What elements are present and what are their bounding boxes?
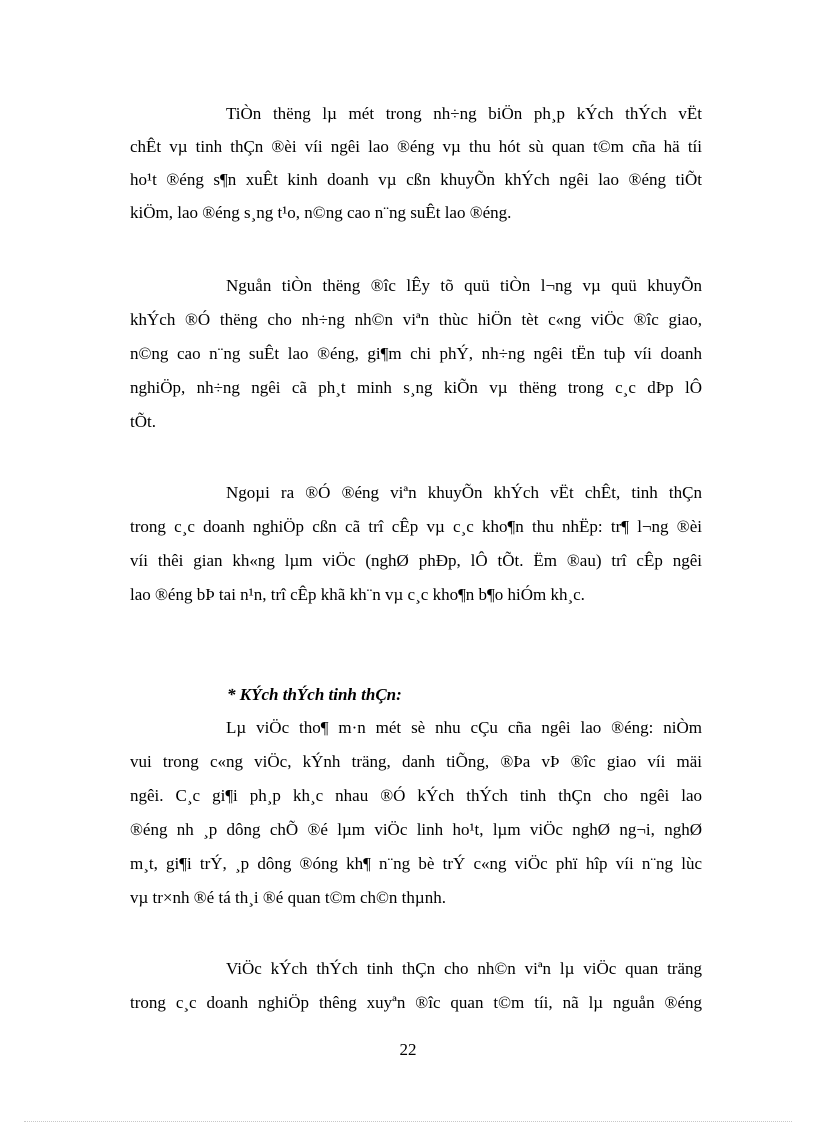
page-bottom-divider [24,1121,792,1122]
text-line: ®éng nh ¸p dông chÕ ®é lµm viÖc linh ho¹t, lµm viÖc nghØ ng¬i, nghØ [130,820,702,839]
section-heading: * KÝch thÝch tinh thÇn: [227,685,402,704]
text-line: TiÒn thëng lµ mét trong nh÷ng biÖn ph¸p kÝch thÝch vËt [226,104,702,123]
text-line: víi thêi gian kh«ng lµm viÖc (nghØ phÐp, lÔ tÕt. Ëm ®au) trî cÊp ngêi [130,551,702,570]
text-line: vµ tr×nh ®é tá th¸i ®é quan t©m ch©n thµnh. [130,888,446,907]
text-line: lao ®éng bÞ tai n¹n, trî cÊp khã kh¨n vµ c¸c kho¶n b¶o hiÓm kh¸c. [130,585,585,604]
text-line: trong c¸c doanh nghiÖp thêng xuyªn ®îc quan t©m tíi, nã lµ nguån ®éng [130,993,702,1012]
paragraph-allowances [130,483,702,619]
text-line: khÝch ®Ó thëng cho nh÷ng nh©n viªn thùc hiÖn tèt c«ng viÖc ®îc giao, [130,310,702,329]
page-number: 22 [399,1040,417,1059]
paragraph-bonus-source [130,276,702,446]
text-line: ngêi. C¸c gi¶i ph¸p kh¸c nhau ®Ó kÝch thÝch tinh thÇn cho ngêi lao [130,786,702,805]
text-line: Lµ viÖc tho¶ m·n mét sè nhu cÇu cña ngêi lao ®éng: niÒm [226,718,702,737]
text-line: Ngoµi ra ®Ó ®éng viªn khuyÕn khÝch vËt chÊt, tinh thÇn [226,483,702,502]
text-line: n©ng cao n¨ng suÊt lao ®éng, gi¶m chi phÝ, nh÷ng ngêi tËn tuþ víi doanh [130,344,702,363]
text-line: vui trong c«ng viÖc, kÝnh träng, danh tiÕng, ®Þa vÞ ®îc giao víi mäi [130,752,702,771]
text-line: m¸t, gi¶i trÝ, ¸p dông ®óng kh¶ n¨ng bè trÝ c«ng viÖc phï hîp víi n¨ng lùc [130,854,702,873]
text-line: trong c¸c doanh nghiÖp cßn cã trî cÊp vµ c¸c kho¶n thu nhËp: tr¶ l¬ng ®èi [130,517,702,536]
text-line: nghiÖp, nh÷ng ngêi cã ph¸t minh s¸ng kiÕn vµ thëng trong c¸c dÞp lÔ [130,378,702,397]
text-line: Nguån tiÒn thëng ®îc lÊy tõ quü tiÒn l¬ng vµ quü khuyÕn [226,276,702,295]
paragraph-spiritual-motivation [130,718,702,922]
text-line: ho¹t ®éng s¶n xuÊt kinh doanh vµ cßn khuyÕn khÝch ngêi lao ®éng tiÕt [130,170,702,189]
paragraph-importance [130,959,702,1027]
text-line: ViÖc kÝch thÝch tinh thÇn cho nh©n viªn lµ viÖc quan träng [226,959,702,978]
text-line: kiÖm, lao ®éng s¸ng t¹o, n©ng cao n¨ng suÊt lao ®éng. [130,203,512,222]
text-line: tÕt. [130,412,156,431]
paragraph-bonus-definition [130,104,702,236]
text-line: chÊt vµ tinh thÇn ®èi víi ngêi lao ®éng vµ thu hót sù quan t©m cña hä tíi [130,137,702,156]
